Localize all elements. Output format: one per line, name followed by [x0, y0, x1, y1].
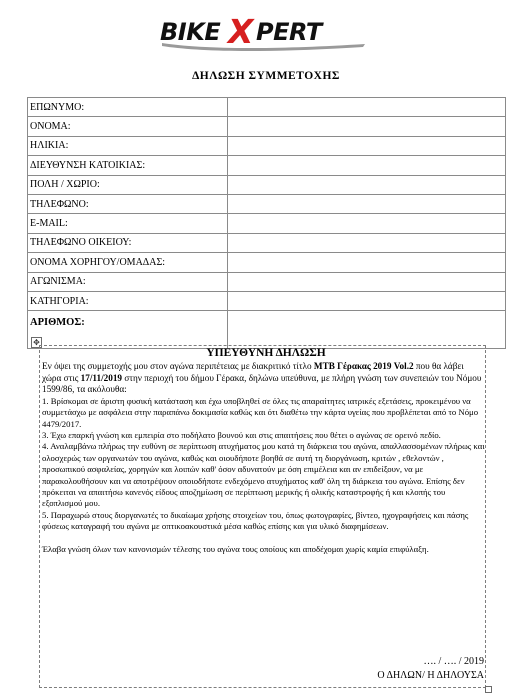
form-field-value[interactable]: [228, 175, 506, 194]
form-field-label: ΤΗΛΕΦΩΝΟ:: [28, 194, 228, 213]
event-date: 17/11/2019: [80, 372, 123, 383]
intro-text-2: που θα λάβει χώρα στις: [42, 361, 464, 383]
form-field-label: E-MAIL:: [28, 214, 228, 233]
form-row: [28, 98, 506, 117]
form-row: [28, 117, 506, 136]
form-field-label: ΟΝΟΜΑ:: [28, 117, 228, 136]
form-row: [28, 253, 506, 272]
form-field-label: ΟΝΟΜΑ ΧΟΡΗΓΟΥ/ΟΜΑΔΑΣ:: [28, 253, 228, 272]
form-row: [28, 194, 506, 213]
form-field-value[interactable]: [228, 311, 506, 349]
event-name: MTB Γέρακας 2019 Vol.2: [313, 361, 414, 371]
form-row: [28, 311, 506, 349]
intro-text-1: Εν όψει της συμμετοχής μου στον αγώνα περιπέτειας με διακριτικό τίτλο: [42, 361, 314, 371]
form-field-label: ΕΠΩΝΥΜΟ:: [28, 98, 228, 117]
form-field-label: ΑΡΙΘΜΟΣ:: [28, 311, 228, 349]
form-row: [28, 272, 506, 291]
bikexpert-logo: [160, 13, 372, 51]
form-field-value[interactable]: [228, 253, 506, 272]
form-field-label: ΑΓΩΝΙΣΜΑ:: [28, 272, 228, 291]
intro-text-3: στην περιοχή του δήμου Γέρακα, δηλώνω υπεύθυνα, με πλήρη γνώση των συνεπειών του Νόμου 1599/86, τα ακόλουθα:: [42, 372, 482, 395]
form-field-label: ΤΗΛΕΦΩΝΟ ΟΙΚΕΙΟΥ:: [28, 233, 228, 252]
form-row: [28, 291, 506, 310]
form-field-label: ΠΟΛΗ / ΧΩΡΙΟ:: [28, 175, 228, 194]
form-field-value[interactable]: [228, 233, 506, 252]
form-row: [28, 214, 506, 233]
form-field-label: ΚΑΤΗΓΟΡΙΑ:: [28, 291, 228, 310]
form-field-label: ΗΛΙΚΙΑ:: [28, 136, 228, 155]
table-move-handle-icon[interactable]: ✥: [31, 337, 42, 348]
form-field-value[interactable]: [228, 117, 506, 136]
signature-date: …. / …. / 2019: [423, 656, 484, 667]
document-title: ΔΗΛΩΣΗ ΣΥΜΜΕΤΟΧΗΣ: [192, 70, 340, 82]
declaration-item: 1. Βρίσκομαι σε άριστη φυσική κατάσταση και έχω υποβληθεί σε όλες τις απαραίτητες ιατρικές εξετάσεις, προκειμένου να συμμετάσχω με ασφάλεια στην παραπάνω δοκιμασία καθώς και ότι διαθέτω την κάρτα υγείας που προβλέπεται από το Νόμο 4479/2017.: [42, 395, 479, 429]
form-field-value[interactable]: [228, 194, 506, 213]
signature-block: [377, 655, 484, 683]
form-row: [28, 233, 506, 252]
form-row: [28, 136, 506, 155]
signature-signer: Ο ΔΗΛΩΝ/ Η ΔΗΛΟΥΣΑ: [377, 670, 484, 681]
form-field-value[interactable]: [228, 98, 506, 117]
form-field-value[interactable]: [228, 156, 506, 175]
form-field-value[interactable]: [228, 291, 506, 310]
declaration-item: 3. Έχω επαρκή γνώση και εμπειρία στο ποδήλατο βουνού και στις απαιτήσεις που θέτει ο αγώνας σε ορεινό πεδίο.: [42, 430, 441, 440]
declaration-body: [42, 361, 485, 555]
form-field-value[interactable]: [228, 272, 506, 291]
registration-form: [27, 97, 506, 349]
declaration-title: ΥΠΕΥΘΥΝΗ ΔΗΛΩΣΗ: [206, 347, 326, 359]
form-row: [28, 175, 506, 194]
logo-text-x: X: [228, 13, 254, 51]
declaration-intro: [42, 361, 485, 396]
form-field-value[interactable]: [228, 214, 506, 233]
declaration-item: 5. Παραχωρώ στους διοργανωτές το δικαίωμα χρήσης στοιχείων του, όπως φωτογραφίες, βίντεο, ηχογραφήσεις και πάσης φύσεως καταγραφή του αγώνα με οπτικοακουστικά μέσα καθώς επίσης και για υλικό διαφημίσεων.: [42, 509, 469, 532]
form-field-label: ΔΙΕΥΘΥΝΣΗ ΚΑΤΟΙΚΙΑΣ:: [28, 156, 228, 175]
logo-text-right: PERT: [256, 18, 322, 46]
logo-text-left: BIKE: [160, 18, 221, 46]
resize-handle-icon[interactable]: [485, 686, 492, 693]
form-row: [28, 156, 506, 175]
form-field-value[interactable]: [228, 136, 506, 155]
declaration-closing: Έλαβα γνώση όλων των κανονισμών τέλεσης του αγώνα τους οποίους και αποδέχομαι χωρίς καμία επιφύλαξη.: [42, 543, 429, 554]
declaration-item: 4. Αναλαμβάνω πλήρως την ευθύνη σε περίπτωση ατυχήματος μου κατά τη διάρκεια του αγώνα, απαλλασσομένων πλήρως και ολοσχερώς των οργανωτών του αγώνα, καθώς και οιουδήποτε βοηθά σε αυτή τη διοργάνωση, κριτών , εθελοντών , προσωπικού ασφαλείας, χορηγών και λοιπών καθ' όσον αδυνατούν με όση επιμέλεια και αν επιδείξουν, να με παρακολουθήσουν και να αποτρέψουν οποιοδήποτε ενδεχόμενο ατυχήματος καθ' όλη τη διάρκεια του αγώνα. Επίσης δεν πρόκειται να απαιτήσω κανενός είδους αποζημίωση σε περίπτωση μερικής ή ολικής καταστροφής ή και κλοπής του εξοπλισμού μου.: [42, 441, 485, 509]
